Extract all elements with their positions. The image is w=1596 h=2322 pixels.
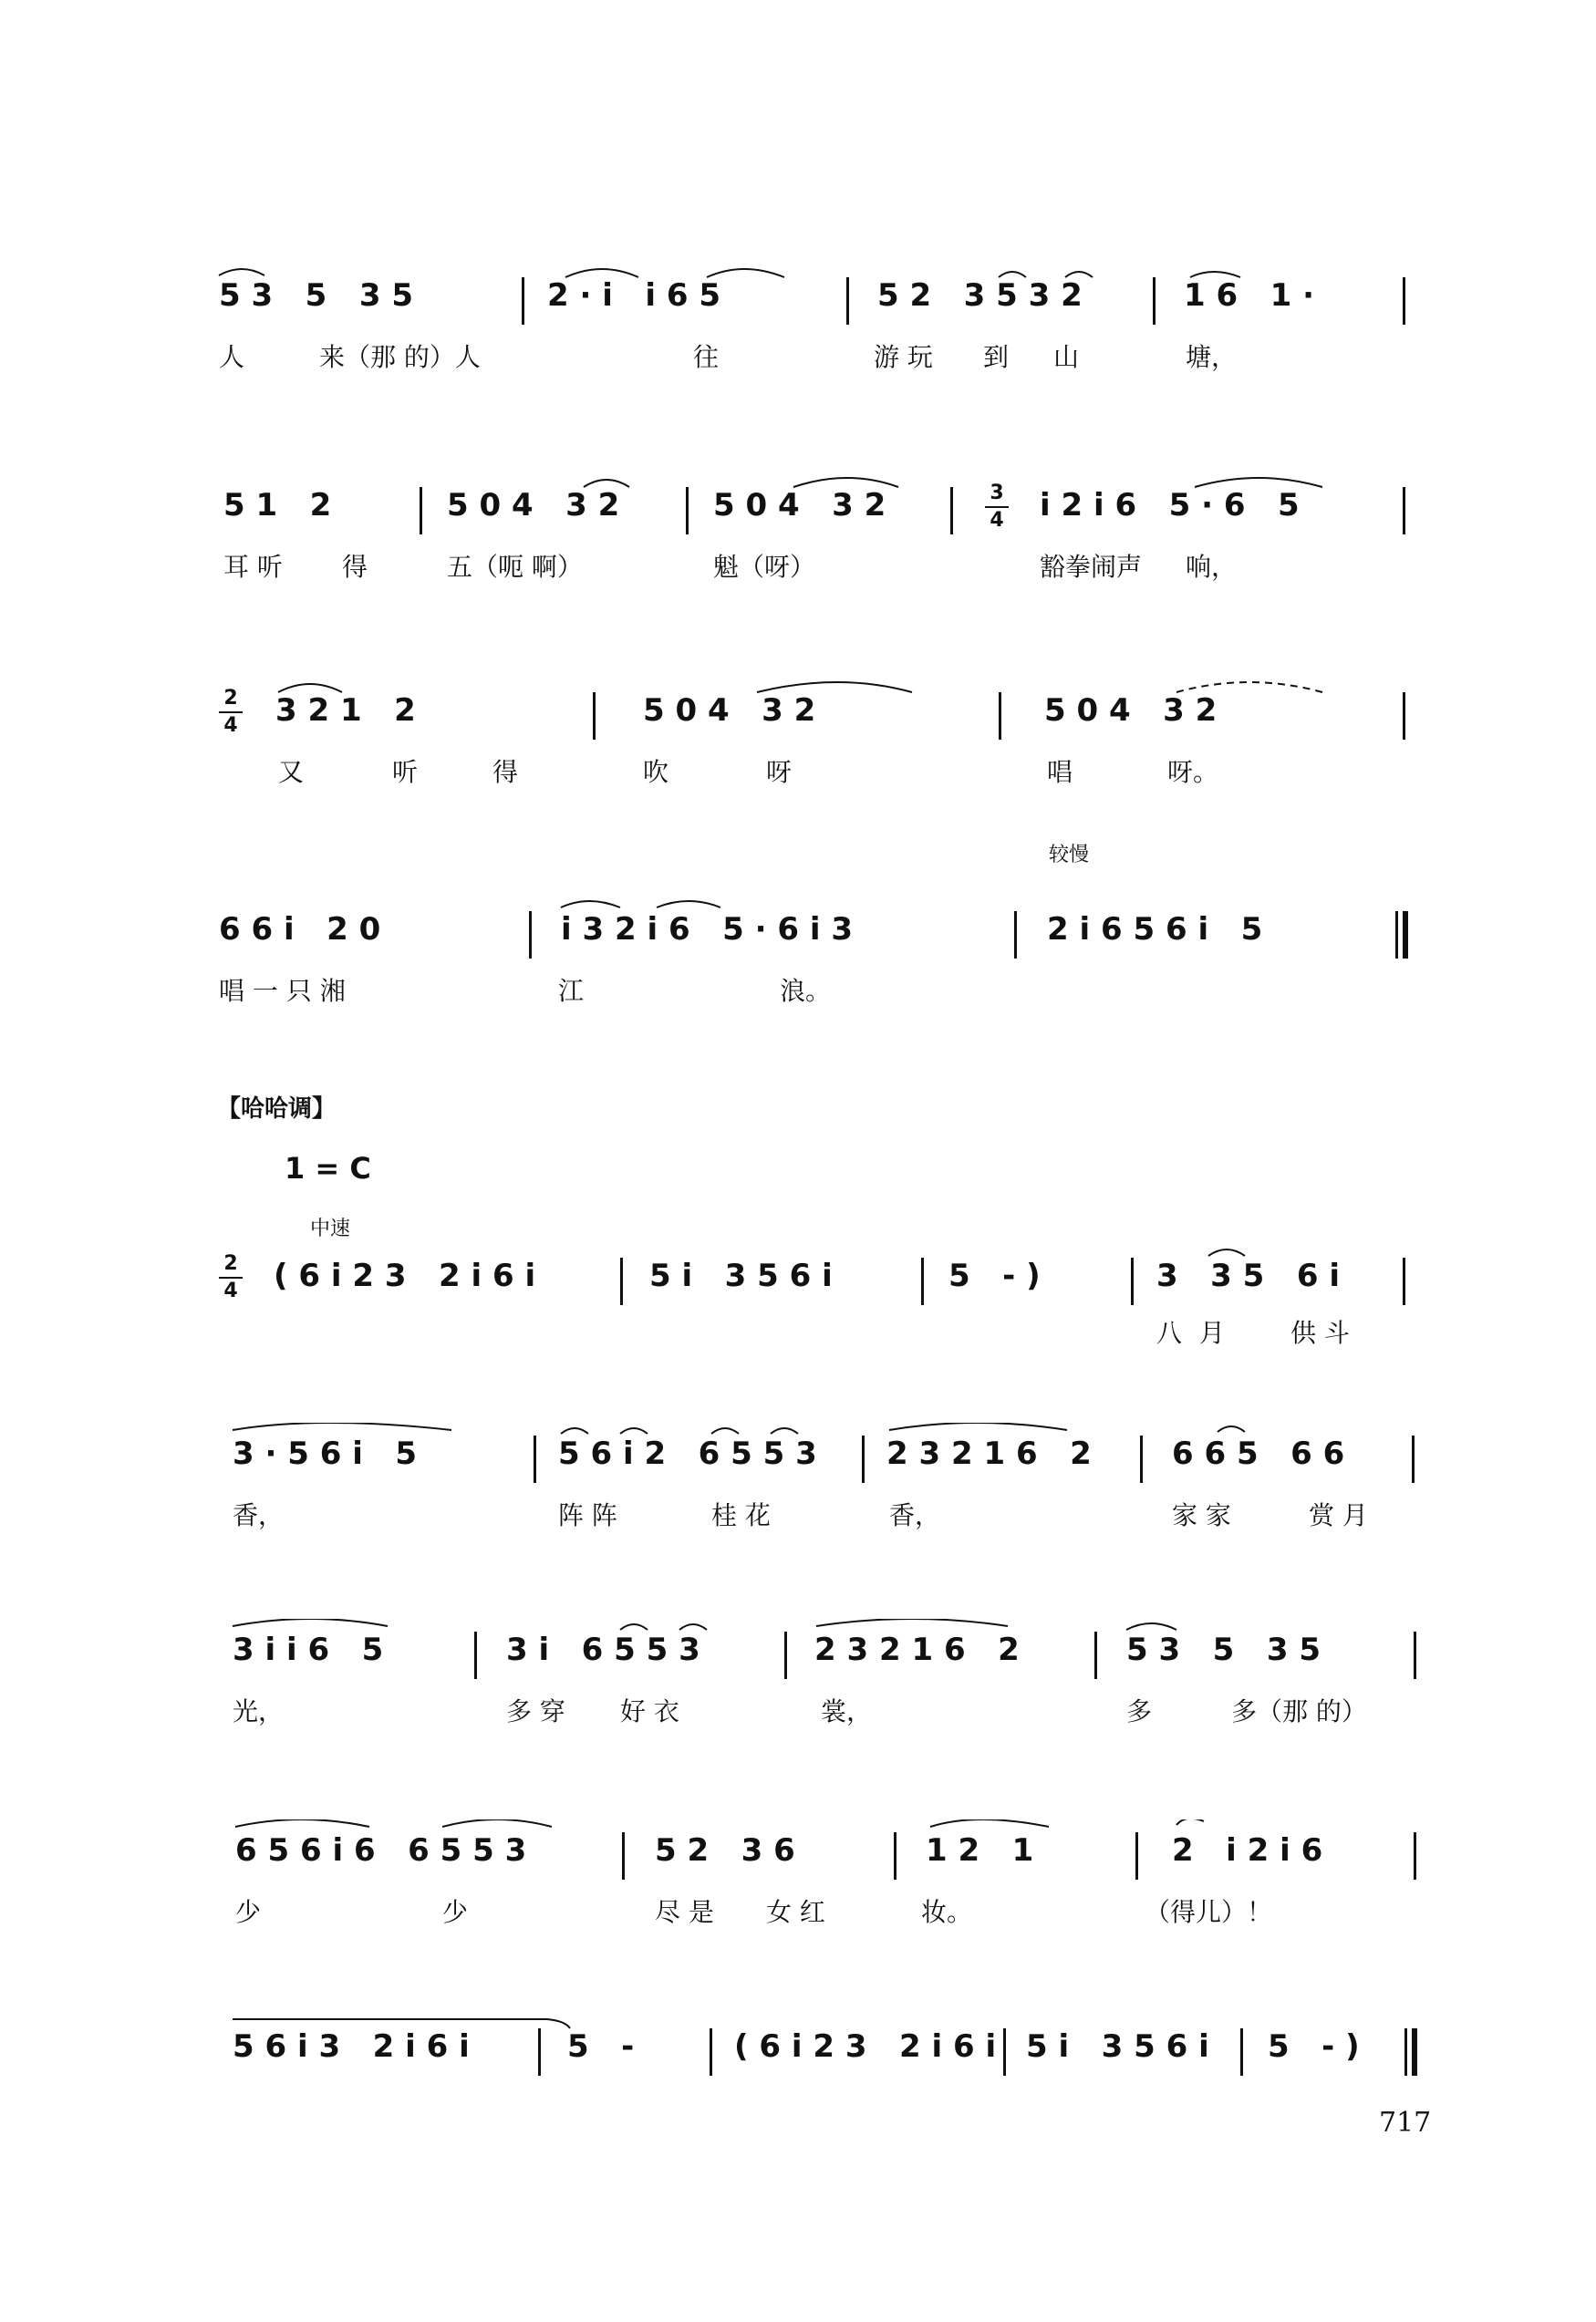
lyric: 呀: [766, 757, 793, 787]
barline: [1414, 1632, 1416, 1679]
lyric: 少: [235, 1897, 262, 1927]
barline: [710, 2028, 712, 2076]
bar-notes: ( 6 i 2 3 2 i 6 i: [274, 1258, 536, 1294]
lyric: 来（那 的）人: [319, 342, 481, 372]
lyric: 吹: [643, 757, 669, 787]
barline: [1153, 277, 1156, 325]
lyric: 塘，: [1186, 342, 1238, 372]
barline: [1003, 2028, 1006, 2076]
bar-notes: 5 -: [567, 2028, 635, 2065]
barline: [1403, 1258, 1405, 1305]
bar-notes: 5 - ): [948, 1258, 1041, 1294]
bar-notes: ( 6 i 2 3 2 i 6 i: [734, 2028, 997, 2065]
barline: [622, 1832, 625, 1880]
lyric: 人: [219, 342, 245, 372]
lyric: 五（呃 啊）: [447, 552, 583, 582]
key-signature: 1 = C: [285, 1151, 371, 1186]
lyric: 供 斗: [1290, 1318, 1350, 1348]
bar-notes: 5 3 5 3 5: [1126, 1632, 1321, 1668]
bar-notes: 3 i 6 5 5 3: [506, 1632, 700, 1668]
bar-notes: 1 6 1 ·: [1184, 277, 1315, 314]
bar-notes: 2 i 2 i 6: [1172, 1832, 1323, 1869]
lyric: 多 穿: [506, 1696, 565, 1726]
barline: [1414, 1832, 1416, 1880]
bar-notes: 5 3 5 3 5: [219, 277, 413, 314]
bar-notes: 5 - ): [1268, 2028, 1360, 2065]
page-number: 717: [1379, 2107, 1432, 2139]
bar-notes: 5 2 3 5 3 2: [877, 277, 1083, 314]
barline: [1131, 1258, 1134, 1305]
lyric: 多: [1126, 1696, 1153, 1726]
final-barline: [1395, 911, 1398, 959]
lyric: 桂 花: [711, 1500, 771, 1530]
bar-notes: 5 0 4 3 2: [447, 487, 620, 523]
bar-notes: 5 6 i 3 2 i 6 i: [233, 2028, 470, 2065]
tempo-mark: 中速: [310, 1218, 351, 1240]
lyric: 月: [1199, 1318, 1226, 1348]
lyric: 响，: [1186, 552, 1238, 582]
final-barline: [1404, 2028, 1407, 2076]
bar-notes: 6 6 5 6 6: [1172, 1436, 1345, 1472]
bar-notes: 3 i i 6 5: [233, 1632, 384, 1668]
lyric: 赏 月: [1309, 1500, 1368, 1530]
final-barline-thick: [1403, 911, 1408, 959]
lyric: 光，: [233, 1696, 285, 1726]
lyric: 江: [558, 976, 585, 1006]
lyric: 浪。: [780, 976, 832, 1006]
bar-notes: 5 0 4 3 2: [1044, 692, 1218, 729]
lyric: 家 家: [1172, 1500, 1231, 1530]
bar-notes: 3 · 5 6 i 5: [233, 1436, 418, 1472]
bar-notes: 5 6 i 2 6 5 5 3: [558, 1436, 817, 1472]
lyric: （得儿）！: [1145, 1897, 1273, 1927]
bar-notes: 2 · i i 6 5: [547, 277, 721, 314]
lyric: 八: [1156, 1318, 1183, 1348]
barline: [1240, 2028, 1243, 2076]
bar-notes: 6 5 6 i 6 6 5 5 3: [235, 1832, 527, 1869]
lyric: 呀。: [1167, 757, 1219, 787]
lyric: 豁拳闹声: [1040, 552, 1143, 582]
barline: [950, 487, 953, 534]
lyric: 香，: [889, 1500, 941, 1530]
barline: [862, 1436, 865, 1483]
barline: [538, 2028, 541, 2076]
tempo-mark: 较慢: [1049, 844, 1090, 866]
lyric: 得: [492, 757, 519, 787]
lyric: 女 红: [766, 1897, 825, 1927]
barline: [1412, 1436, 1415, 1483]
barline: [534, 1436, 536, 1483]
bar-notes: 2 i 6 5 6 i 5: [1047, 911, 1263, 948]
lyric: 到: [983, 342, 1010, 372]
barline: [620, 1258, 623, 1305]
lyric: 多（那 的）: [1231, 1696, 1367, 1726]
barline: [529, 911, 532, 959]
bar-notes: 3 3 5 6 i: [1156, 1258, 1340, 1294]
lyric: 好 衣: [620, 1696, 679, 1726]
barline: [921, 1258, 924, 1305]
lyric: 山: [1053, 342, 1080, 372]
lyric: 往: [693, 342, 720, 372]
bar-notes: i 3 2 i 6 5 · 6 i 3: [561, 911, 854, 948]
lyric: 唱: [1047, 757, 1073, 787]
final-barline-thick: [1412, 2028, 1417, 2076]
bar-notes: i 2 i 6 5 · 6 5: [1040, 487, 1300, 523]
barline: [784, 1632, 787, 1679]
barline: [1094, 1632, 1097, 1679]
barline: [999, 692, 1001, 740]
bar-notes: 5 2 3 6: [655, 1832, 795, 1869]
section-title: 【哈哈调】: [217, 1095, 337, 1123]
bar-notes: 1 2 1: [926, 1832, 1034, 1869]
lyric: 妆。: [921, 1897, 973, 1927]
barline: [522, 277, 524, 325]
lyric: 耳 听: [223, 552, 283, 582]
time-signature: 2 4: [219, 687, 243, 738]
barline: [1403, 692, 1405, 740]
bar-notes: 5 1 2: [223, 487, 332, 523]
barline: [1014, 911, 1017, 959]
lyric: 尽 是: [655, 1897, 714, 1927]
barline: [686, 487, 689, 534]
bar-notes: 5 0 4 3 2: [713, 487, 886, 523]
bar-notes: 5 i 3 5 6 i: [1026, 2028, 1209, 2065]
barline: [1403, 277, 1405, 325]
barline: [846, 277, 849, 325]
bar-notes: 6 6 i 2 0: [219, 911, 381, 948]
time-signature: 2 4: [219, 1252, 243, 1303]
lyric: 香，: [233, 1500, 285, 1530]
bar-notes: 5 i 3 5 6 i: [649, 1258, 833, 1294]
lyric: 少: [442, 1897, 469, 1927]
lyric: 得: [342, 552, 368, 582]
barline: [474, 1632, 477, 1679]
lyric: 唱 一 只 湘: [219, 976, 346, 1006]
time-signature: 3 4: [985, 482, 1009, 533]
lyric: 魁（呀）: [713, 552, 816, 582]
lyric: 又: [278, 757, 305, 787]
bar-notes: 2 3 2 1 6 2: [886, 1436, 1092, 1472]
bar-notes: 5 0 4 3 2: [643, 692, 816, 729]
lyric: 游 玩: [874, 342, 933, 372]
barline: [1135, 1832, 1138, 1880]
bar-notes: 2 3 2 1 6 2: [814, 1632, 1020, 1668]
barline: [1403, 487, 1405, 534]
lyric: 裳，: [821, 1696, 873, 1726]
lyric: 阵 阵: [558, 1500, 617, 1530]
barline: [1140, 1436, 1143, 1483]
barline: [420, 487, 422, 534]
bar-notes: 3 2 1 2: [275, 692, 416, 729]
lyric: 听: [392, 757, 419, 787]
barline: [593, 692, 596, 740]
barline: [894, 1832, 896, 1880]
